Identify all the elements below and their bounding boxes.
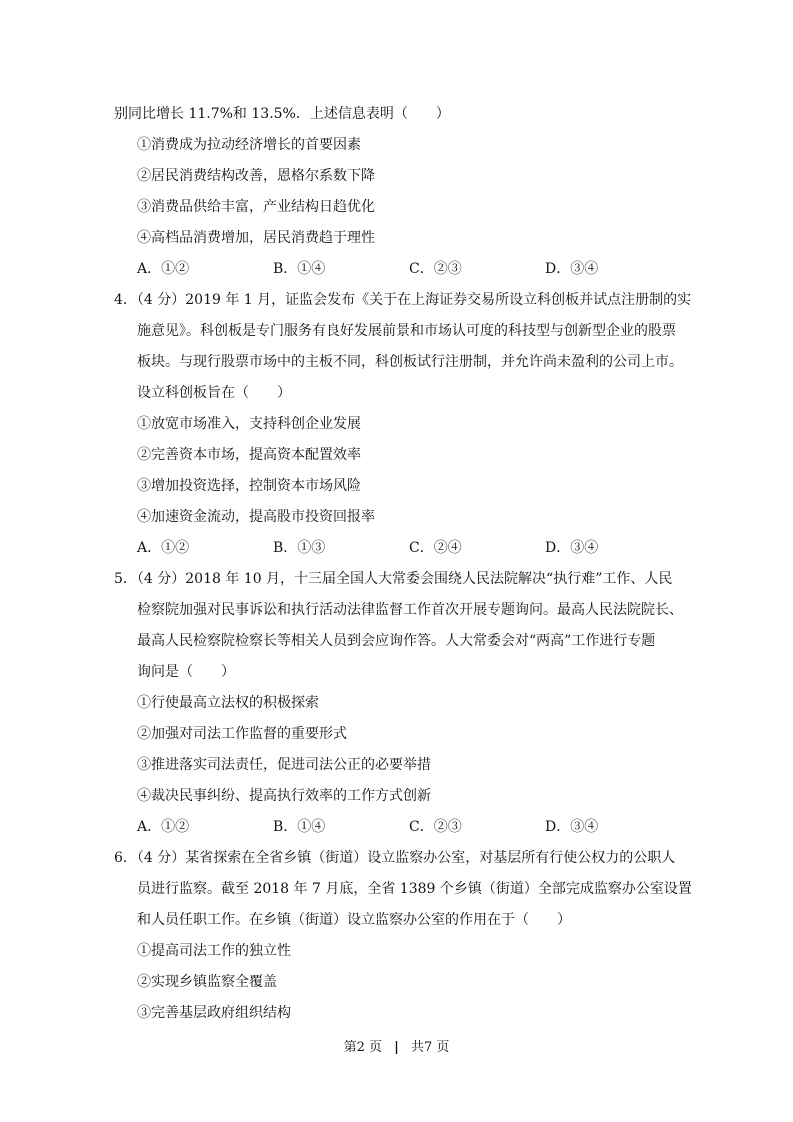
choice-2: ②完善资本市场，提高资本配置效率	[137, 447, 361, 463]
choice-1: ①提高司法工作的独立性	[137, 943, 291, 959]
option-c: C．②④	[409, 540, 462, 556]
page-number-total: 共7 页	[411, 1040, 450, 1055]
question-stem-line: 询问是（ ）	[137, 664, 235, 680]
question-stem-line: 4．（4 分）2019 年 1 月，证监会发布《关于在上海证券交易所设立科创板并试点注册制的实	[114, 292, 692, 308]
answer-options	[114, 254, 684, 285]
question-stem: 别同比增长 11.7%和 13.5%．上述信息表明（ ）	[114, 106, 450, 122]
option-d: D．③④	[545, 540, 599, 556]
page-footer	[0, 1038, 793, 1058]
choice-1: ①放宽市场准入，支持科创企业发展	[137, 416, 361, 432]
choice-1: ①行使最高立法权的积极探索	[137, 695, 319, 711]
question-stem-line: 6．（4 分）某省探索在全省乡镇（街道）设立监察办公室，对基层所有行使公权力的公职人	[114, 850, 676, 866]
page-number-current: 第2 页	[343, 1040, 382, 1055]
choice-2: ②加强对司法工作监督的重要形式	[137, 726, 347, 742]
page-content	[114, 99, 692, 1029]
option-d: D．③④	[545, 819, 599, 835]
option-c: C．②③	[409, 261, 462, 277]
choice-4: ④加速资金流动，提高股市投资回报率	[137, 509, 375, 525]
option-b: B．①④	[273, 261, 326, 277]
choice-4: ④高档品消费增加，居民消费趋于理性	[137, 230, 375, 246]
option-a: A．①②	[137, 261, 190, 277]
question-stem-line: 检察院加强对民事诉讼和执行活动法律监督工作首次开展专题询问。最高人民法院院长、	[137, 602, 683, 618]
option-b: B．①③	[273, 540, 326, 556]
option-a: A．①②	[137, 819, 190, 835]
answer-options	[114, 533, 684, 564]
question-5	[114, 564, 684, 843]
choice-3: ③推进落实司法责任，促进司法公正的必要举措	[137, 757, 431, 773]
question-stem-line: 员进行监察。截至 2018 年 7 月底，全省 1389 个乡镇（街道）全部完成监察办公室设置	[137, 881, 692, 897]
choice-4: ④裁决民事纠纷、提高执行效率的工作方式创新	[137, 788, 431, 804]
choice-1: ①消费成为拉动经济增长的首要因素	[137, 137, 361, 153]
choice-3: ③消费品供给丰富，产业结构日趋优化	[137, 199, 375, 215]
question-stem-line: 最高人民检察院检察长等相关人员到会应询作答。人大常委会对“两高”工作进行专题	[137, 633, 656, 649]
question-stem-line: 和人员任职工作。在乡镇（街道）设立监察办公室的作用在于（ ）	[137, 912, 571, 928]
question-stem-line: 设立科创板旨在（ ）	[137, 385, 291, 401]
footer-separator: |	[394, 1040, 399, 1055]
question-6	[114, 843, 692, 1029]
question-stem-line: 5．（4 分）2018 年 10 月，十三届全国人大常委会围绕人民法院解决“执行难”工作、人民	[114, 571, 673, 587]
choice-2: ②居民消费结构改善，恩格尔系数下降	[137, 168, 375, 184]
answer-options	[114, 812, 684, 843]
question-4	[114, 285, 692, 564]
question-stem-line: 施意见》。科创板是专门服务有良好发展前景和市场认可度的科技型与创新型企业的股票	[137, 323, 676, 339]
choice-2: ②实现乡镇监察全覆盖	[137, 974, 277, 990]
question-3-tail	[114, 99, 684, 285]
option-b: B．①④	[273, 819, 326, 835]
option-a: A．①②	[137, 540, 190, 556]
option-d: D．③④	[545, 261, 599, 277]
choice-3: ③完善基层政府组织结构	[137, 1005, 291, 1021]
option-c: C．②③	[409, 819, 462, 835]
choice-3: ③增加投资选择，控制资本市场风险	[137, 478, 361, 494]
question-stem-line: 板块。与现行股票市场中的主板不同，科创板试行注册制，并允许尚未盈利的公司上市。	[137, 354, 683, 370]
